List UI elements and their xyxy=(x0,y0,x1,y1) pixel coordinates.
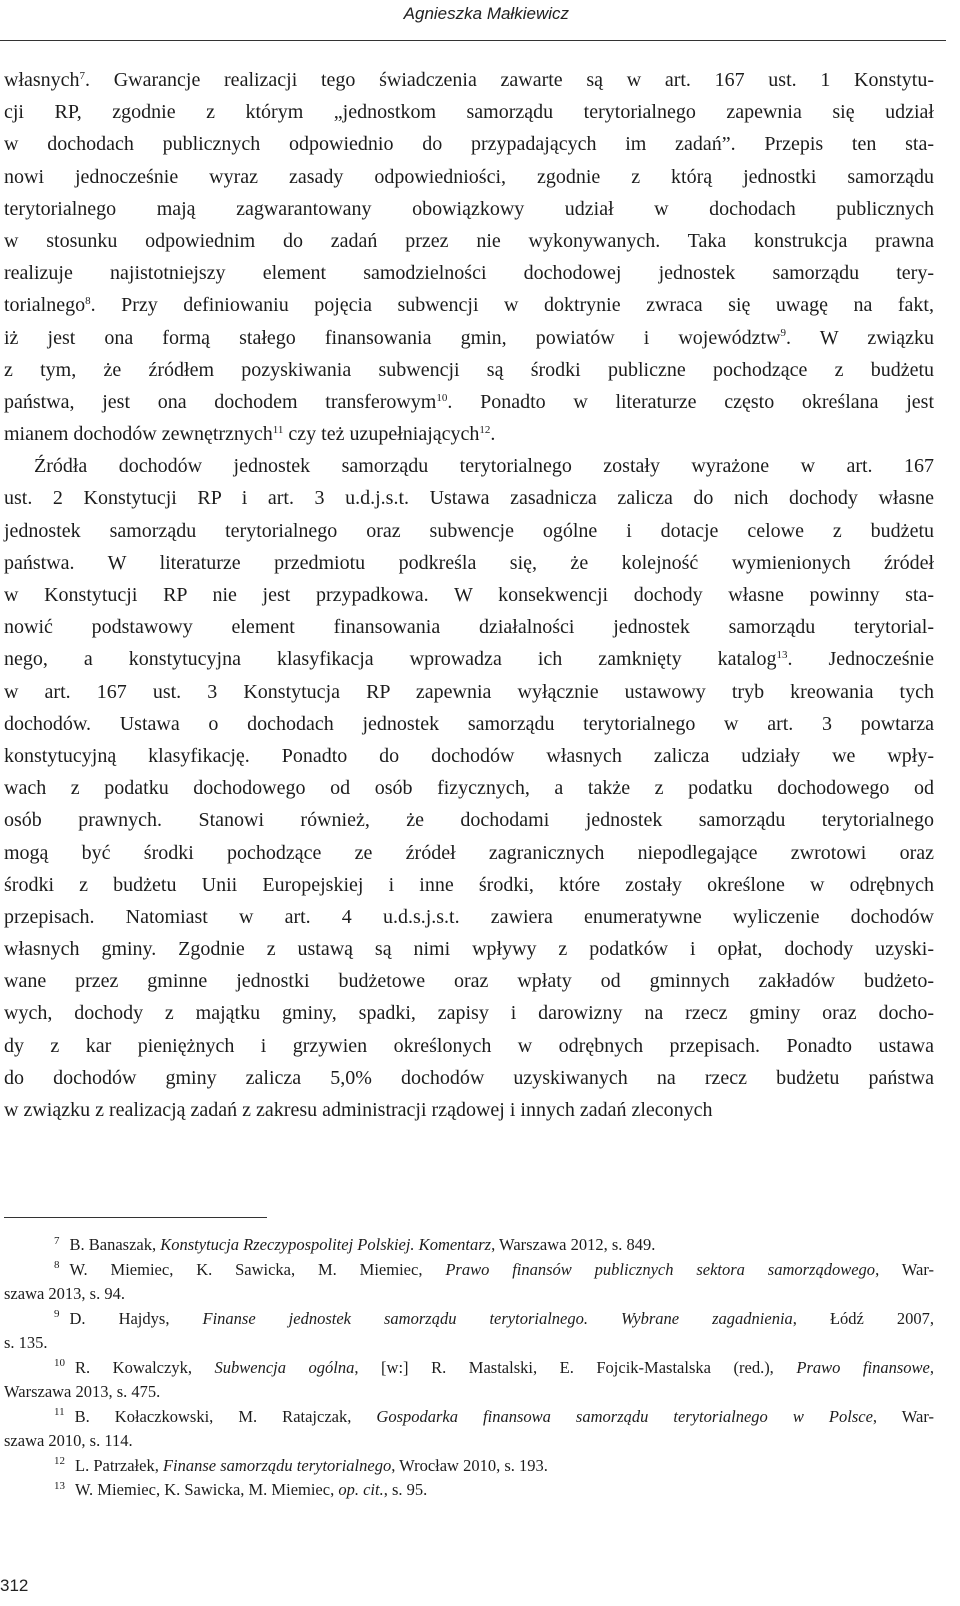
text-line xyxy=(4,804,934,836)
footnote-ref: 8 xyxy=(85,295,91,308)
text-segment: przepisach. Natomiast w art. 4 u.d.s.j.s.t. zawiera enumeratywne wyliczenie dochodów xyxy=(4,905,934,928)
text-segment: iż jest ona formą stałego finansowania gmin, powiatów i województw xyxy=(4,326,781,349)
text-line xyxy=(4,1062,934,1094)
citation-text: szawa 2013, s. 94. xyxy=(4,1284,125,1303)
footnote-line xyxy=(4,1233,934,1258)
text-segment: mogą być środki pochodzące ze źródeł zagranicznych niepodlegające zwrotowi oraz xyxy=(4,841,934,864)
footnotes xyxy=(4,1233,934,1503)
text-segment: z tym, że źródłem pozyskiwania subwencji są środki publiczne pochodzące z budżetu xyxy=(4,358,934,381)
text-line xyxy=(4,128,934,160)
citation-text: , xyxy=(929,1357,934,1377)
footnote-number: 13 xyxy=(54,1479,65,1492)
footnote-line xyxy=(4,1454,934,1479)
citation-title: Gospodarka finansowa samorządu terytorialnego w Polsce xyxy=(376,1406,873,1426)
text-line xyxy=(4,579,934,611)
text-segment: własnych gminy. Zgodnie z ustawą są nimi wpływy z podatków i opłat, dochody uzyski- xyxy=(4,938,934,961)
footnote-number: 7 xyxy=(54,1234,60,1247)
text-line xyxy=(4,611,934,643)
text-line xyxy=(4,193,934,225)
footnote-line xyxy=(4,1478,934,1503)
text-segment: dy z kar pieniężnych i grzywien określonych w odrębnych przepisach. Ponadto ustawa xyxy=(4,1034,934,1057)
citation-text: , [w:] R. Mastalski, E. Fojcik-Mastalska (red.), xyxy=(354,1357,797,1377)
citation-text: W. Miemiec, K. Sawicka, M. Miemiec, xyxy=(69,1259,446,1279)
page-number: 312 xyxy=(0,1576,29,1595)
text-segment: nowić podstawowy element finansowania działalności jednostek samorządu terytorial- xyxy=(4,616,934,639)
text-line xyxy=(4,450,934,482)
citation-text: R. Kowalczyk, xyxy=(75,1357,215,1377)
text-line xyxy=(4,1030,934,1062)
text-segment: państwa. W literaturze przedmiotu podkreśla się, że kolejność wymienionych źródeł xyxy=(4,551,934,574)
text-segment: . W związku xyxy=(786,326,934,349)
footnote-ref: 12 xyxy=(479,423,491,436)
footnote-separator xyxy=(4,1217,267,1218)
text-segment: wane przez gminne jednostki budżetowe oraz wpłaty od gminnych zakładów budżeto- xyxy=(4,970,934,993)
citation-title: Konstytucja Rzeczypospolitej Polskiej. Komentarz xyxy=(160,1235,492,1254)
text-line xyxy=(4,418,934,450)
text-line xyxy=(4,354,934,386)
text-segment: torialnego xyxy=(4,294,86,317)
citation-title: Subwencja ogólna xyxy=(214,1357,355,1377)
citation-text: , Łódź 2007, xyxy=(792,1308,934,1328)
text-segment: terytorialnego mają zagwarantowany obowiązkowy udział w dochodach publicznych xyxy=(4,197,934,220)
citation-text: L. Patrzałek, xyxy=(75,1455,163,1475)
footnote-number: 11 xyxy=(54,1406,65,1419)
citation-title: Finanse jednostek samorządu terytorialnego. Wybrane zagadnienia xyxy=(202,1308,793,1328)
text-segment: do dochodów gminy zalicza 5,0% dochodów uzyskiwanych na rzecz budżetu państwa xyxy=(4,1066,934,1089)
footnote-line xyxy=(4,1356,934,1381)
text-line xyxy=(4,289,934,321)
text-line xyxy=(4,64,934,96)
text-line xyxy=(4,96,934,128)
footnote-ref: 11 xyxy=(272,423,284,436)
text-segment: . Jednocześnie xyxy=(787,648,934,671)
text-line xyxy=(4,322,934,354)
footnote-line xyxy=(4,1380,934,1405)
footnote-number: 12 xyxy=(54,1455,65,1468)
text-segment: w dochodach publicznych odpowiednio do przypadających im zadań”. Przepis ten sta- xyxy=(4,133,934,156)
text-line xyxy=(4,901,934,933)
text-segment: wach z podatku dochodowego od osób fizycznych, a także z podatku dochodowego od xyxy=(4,777,934,800)
text-segment: nego, a konstytucyjna klasyfikacja wprowadza ich zamknięty katalog xyxy=(4,648,777,671)
text-segment: . xyxy=(490,423,496,446)
text-segment: środki z budżetu Unii Europejskiej i inne środki, które zostały określone w odrębnych xyxy=(4,873,934,896)
text-line xyxy=(4,837,934,869)
text-segment: czy też uzupełniających xyxy=(283,423,480,446)
text-segment: cji RP, zgodnie z którym „jednostkom samorządu terytorialnego zapewnia się udział xyxy=(4,101,934,124)
text-segment: . Ponadto w literaturze często określana jest xyxy=(447,390,934,413)
text-segment: w związku z realizacją zadań z zakresu administracji rządowej i innych zadań zleconych xyxy=(4,1099,713,1121)
text-segment: mianem dochodów zewnętrznych xyxy=(4,423,273,446)
citation-text: B. Kołaczkowski, M. Ratajczak, xyxy=(74,1406,377,1426)
text-line xyxy=(4,772,934,804)
citation-text: Warszawa 2013, s. 475. xyxy=(4,1382,161,1401)
text-line xyxy=(4,257,934,289)
footnote-number: 9 xyxy=(54,1308,60,1321)
citation-title: Prawo finansowe xyxy=(796,1357,930,1377)
text-line xyxy=(4,676,934,708)
citation-title: Finanse samorządu terytorialnego xyxy=(162,1455,392,1475)
text-segment: konstytucyjną klasyfikację. Ponadto do dochodów własnych zalicza udziały we wpły- xyxy=(4,744,934,767)
text-line xyxy=(4,869,934,901)
text-line xyxy=(4,933,934,965)
footnote-ref: 7 xyxy=(79,69,86,82)
footnote-ref: 9 xyxy=(780,327,787,340)
text-segment: Źródła dochodów jednostek samorządu terytorialnego zostały wyrażone w art. 167 xyxy=(34,455,934,478)
text-segment: wych, dochody z majątku gminy, spadki, zapisy i darowizny na rzecz gminy oraz docho- xyxy=(4,1002,934,1025)
citation-text: D. Hajdys, xyxy=(69,1308,203,1328)
text-line xyxy=(4,547,934,579)
footnote-ref: 13 xyxy=(776,649,788,662)
footnote-ref: 10 xyxy=(436,391,448,404)
footnote-line xyxy=(4,1429,934,1454)
citation-text: s. 135. xyxy=(4,1333,48,1352)
text-line xyxy=(4,515,934,547)
citation-text: W. Miemiec, K. Sawicka, M. Miemiec, xyxy=(75,1480,339,1499)
footnote-line xyxy=(4,1307,934,1332)
citation-text: , s. 95. xyxy=(383,1480,428,1499)
running-header xyxy=(0,0,946,41)
footnote-number: 10 xyxy=(54,1357,65,1370)
text-line xyxy=(4,965,934,997)
text-segment: państwa, jest ona dochodem transferowym xyxy=(4,390,437,413)
text-segment: w Konstytucji RP nie jest przypadkowa. W konsekwencji dochody własne powinny sta- xyxy=(4,584,934,606)
text-line xyxy=(4,643,934,675)
citation-title: op. cit. xyxy=(338,1480,384,1499)
citation-text: , Wrocław 2010, s. 193. xyxy=(391,1455,548,1475)
citation-text: B. Banaszak, xyxy=(69,1235,161,1254)
text-line xyxy=(4,386,934,418)
text-segment: realizuje najistotniejszy element samodzielności dochodowej jednostek samorządu tery- xyxy=(4,262,934,285)
text-segment: w art. 167 ust. 3 Konstytucja RP zapewnia wyłącznie ustawowy tryb kreowania tych xyxy=(4,680,934,703)
main-text xyxy=(4,64,934,1126)
text-line xyxy=(4,482,934,514)
citation-text: , War- xyxy=(872,1406,935,1426)
text-segment: ust. 2 Konstytucji RP i art. 3 u.d.j.s.t. Ustawa zasadnicza zalicza do nich dochody własne xyxy=(4,487,934,510)
text-segment: . Gwarancje realizacji tego świadczenia zawarte są w art. 167 ust. 1 Konstytu- xyxy=(85,69,934,91)
text-line xyxy=(4,1094,934,1126)
text-segment: . Przy definiowaniu pojęcia subwencji w doktrynie zwraca się uwagę na fakt, xyxy=(90,294,934,317)
citation-title: Prawo finansów publicznych sektora samorządowego xyxy=(445,1259,876,1279)
text-segment: jednostek samorządu terytorialnego oraz subwencje ogólne i dotacje celowe z budżetu xyxy=(4,519,934,542)
citation-text: , War- xyxy=(875,1259,934,1279)
citation-text: , Warszawa 2012, s. 849. xyxy=(491,1235,656,1254)
text-line xyxy=(4,708,934,740)
text-line xyxy=(4,997,934,1029)
citation-text: szawa 2010, s. 114. xyxy=(4,1431,133,1450)
text-segment: własnych xyxy=(4,69,80,91)
footnote-line xyxy=(4,1258,934,1283)
text-segment: nowi jednocześnie wyraz zasady odpowiedniości, zgodnie z którą jednostki samorządu xyxy=(4,165,934,188)
text-line xyxy=(4,225,934,257)
text-segment: w stosunku odpowiednim do zadań przez nie wykonywanych. Taka konstrukcja prawna xyxy=(4,229,934,252)
text-segment: osób prawnych. Stanowi również, że dochodami jednostek samorządu terytorialnego xyxy=(4,809,934,832)
footnote-line xyxy=(4,1282,934,1307)
header-author: Agnieszka Małkiewicz xyxy=(403,4,569,23)
text-segment: dochodów. Ustawa o dochodach jednostek samorządu terytorialnego w art. 3 powtarza xyxy=(4,712,934,735)
footnote-number: 8 xyxy=(54,1259,60,1272)
text-line xyxy=(4,740,934,772)
footnote-line xyxy=(4,1405,934,1430)
text-line xyxy=(4,161,934,193)
footnote-line xyxy=(4,1331,934,1356)
